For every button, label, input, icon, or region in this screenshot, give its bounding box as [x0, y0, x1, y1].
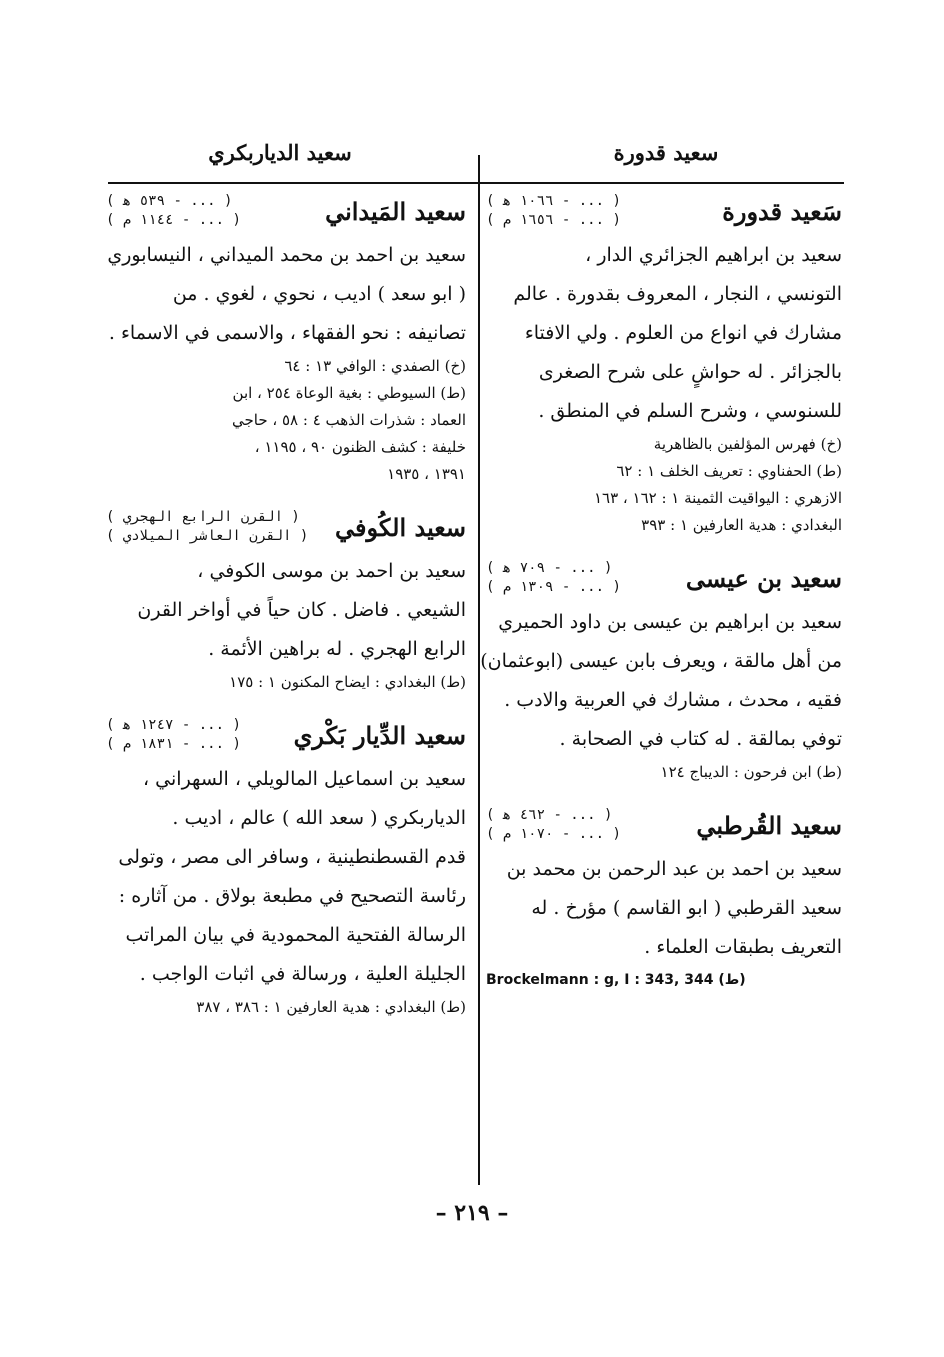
- entry-dates: [106, 716, 241, 754]
- entry-text-line: سعيد بن احمد بن عبد الرحمن بن محمد بن: [506, 858, 842, 880]
- date-line: ( ... - ٤٦٢ ﻫ ): [486, 807, 613, 823]
- entry-heading: [486, 559, 842, 597]
- entry-text-line: توفي بمالقة . له كتاب في الصحابة .: [559, 728, 842, 750]
- right-column: [480, 192, 842, 1013]
- entry-heading: [486, 192, 842, 230]
- reference-line: البغدادي : هدية العارفين ١ : ٣٩٣: [641, 516, 842, 534]
- entry-dates: [106, 192, 241, 230]
- entry-dates: [486, 806, 621, 844]
- date-line: ( ... - ٥٣٩ ﻫ ): [106, 193, 233, 209]
- entry-dates: [106, 508, 308, 546]
- entry-text-line: تصانيفه : نحو الفقهاء ، والاسمى في الاسماء .: [108, 322, 466, 344]
- reference-line: العماد : شذرات الذهب ٤ : ٥٨ ، حاجي: [231, 411, 466, 429]
- reference-line: الازهري : اليواقيت الثمينة ١ : ١٦٢ ، ١٦٣: [593, 489, 842, 507]
- header-rule: [108, 182, 844, 184]
- running-head-right: سعيد قدورة: [613, 140, 719, 165]
- latin-reference: Brockelmann : g, I : 343, 344 (ط): [486, 972, 746, 988]
- reference-line: خليفة : كشف الظنون ٩٠ ، ١١٩٥ ،: [254, 438, 466, 456]
- entry-text-line: الدياربكري ( سعد الله ) عالم ، اديب .: [172, 807, 466, 829]
- entry-text-line: الرسالة الفتحية المحمودية في بيان المراتب: [125, 924, 466, 946]
- biography-entry: [106, 508, 466, 696]
- date-line: ( القرن الرابع الهجري ): [106, 509, 300, 525]
- entry-text-line: التونسي ، النجار ، المعروف بقدورة . عالم: [513, 283, 842, 305]
- entry-text-line: للسنوسي ، وشرح السلم في المنطق .: [538, 400, 842, 422]
- reference-line: (ط) البغدادي : هدية العارفين ١ : ٣٨٦ ، ٣٨٧: [196, 998, 466, 1016]
- entry-text-line: ( ابو سعد ) اديب ، نحوي ، لغوي . من: [172, 283, 466, 305]
- running-head-left: سعيد الدياربكري: [208, 140, 352, 165]
- date-line: ( ... - ٧٠٩ ﻫ ): [486, 560, 613, 576]
- entry-name: سعيد المَيداني: [325, 196, 466, 226]
- entry-text-line: سعيد بن ابراهيم بن عيسى بن داود الحميري: [498, 611, 842, 633]
- entry-name: سعيد بن عيسى: [685, 563, 842, 593]
- entry-name: سعيد الدِّيار بَكْري: [293, 720, 466, 750]
- entry-text-line: الرابع الهجري . له براهين الأئمة .: [208, 638, 466, 660]
- biography-entry: [106, 716, 466, 1021]
- reference-line: (ط) الحفناوي : تعريف الخلف ١ : ٦٢: [616, 462, 842, 480]
- biography-entry: [480, 559, 842, 786]
- entry-text-line: سعيد بن ابراهيم الجزائري الدار ،: [585, 244, 842, 266]
- reference-line: (خ) الصفدي : الوافي ١٣ : ٦٤: [284, 357, 466, 375]
- date-line: ( ... - ١١٤٤ م ): [106, 212, 241, 228]
- date-line: ( ... - ١٦٥٦ م ): [486, 212, 621, 228]
- entry-text-line: الشيعي . فاضل . كان حياً في أواخر القرن: [137, 599, 466, 621]
- entry-text-line: الجليلة العلية ، ورسالة في اثبات الواجب .: [139, 963, 466, 985]
- reference-line: (ط) السيوطي : بغية الوعاة ٢٥٤ ، ابن: [232, 384, 466, 402]
- reference-line: (خ) فهرس المؤلفين بالظاهرية: [653, 435, 842, 453]
- entry-text-line: سعيد بن احمد بن موسى الكوفي ،: [197, 560, 466, 582]
- date-line: ( ... - ١٠٧٠ م ): [486, 826, 621, 842]
- entry-text-line: فقيه ، محدث ، مشارك في العربية والادب .: [504, 689, 842, 711]
- biography-entry: [486, 192, 842, 539]
- entry-name: سعيد الكُوفي: [335, 512, 466, 542]
- entry-name: سعيد القُرطبي: [696, 810, 842, 840]
- entry-heading: [106, 192, 466, 230]
- date-line: ( ... - ١٨٣١ م ): [106, 736, 241, 752]
- left-column: [106, 192, 466, 1041]
- entry-text-line: قدم القسطنطينية ، وسافر الى مصر ، وتولى: [118, 846, 466, 868]
- entry-text-line: من أهل مالقة ، ويعرف بابن عيسى (ابوعثمان): [480, 650, 842, 672]
- reference-line: (ط) البغدادي : ايضاح المكنون ١ : ١٧٥: [229, 673, 466, 691]
- entry-text-line: رئاسة التصحيح في مطبعة بولاق . من آثاره :: [118, 885, 466, 907]
- date-line: ( ... - ١٢٤٧ ﻫ ): [106, 717, 241, 733]
- entry-name: سَعيد قدورة: [722, 196, 842, 226]
- entry-text-line: بالجزائر . له حواشٍ على شرح الصغرى: [538, 361, 842, 383]
- date-line: ( القرن العاشر الميلادي ): [106, 528, 309, 544]
- page-number: – ٢١٩ –: [435, 1200, 509, 1226]
- entry-heading: [106, 508, 466, 546]
- biography-entry: [106, 192, 466, 488]
- entry-text-line: التعريف بطبقات العلماء .: [644, 936, 842, 958]
- entry-text-line: مشارك في انواع من العلوم . ولي الافتاء: [524, 322, 842, 344]
- entry-dates: [486, 559, 621, 597]
- reference-line: ١٣٩١ ، ١٩٣٥: [387, 465, 466, 483]
- entry-text-line: سعيد القرطبي ( ابو القاسم ) مؤرخ . له: [531, 897, 842, 919]
- entry-dates: [486, 192, 621, 230]
- date-line: ( ... - ١٣٠٩ م ): [486, 579, 621, 595]
- date-line: ( ... - ١٠٦٦ ﻫ ): [486, 193, 621, 209]
- entry-text-line: سعيد بن اسماعيل المالويلي ، السهراني ،: [143, 768, 466, 790]
- entry-heading: [106, 716, 466, 754]
- entry-text-line: سعيد بن احمد بن محمد الميداني ، النيسابوري: [107, 244, 466, 266]
- biography-entry: [486, 806, 842, 993]
- entry-heading: [486, 806, 842, 844]
- reference-line: (ط) ابن فرحون : الديباج ١٢٤: [660, 763, 842, 781]
